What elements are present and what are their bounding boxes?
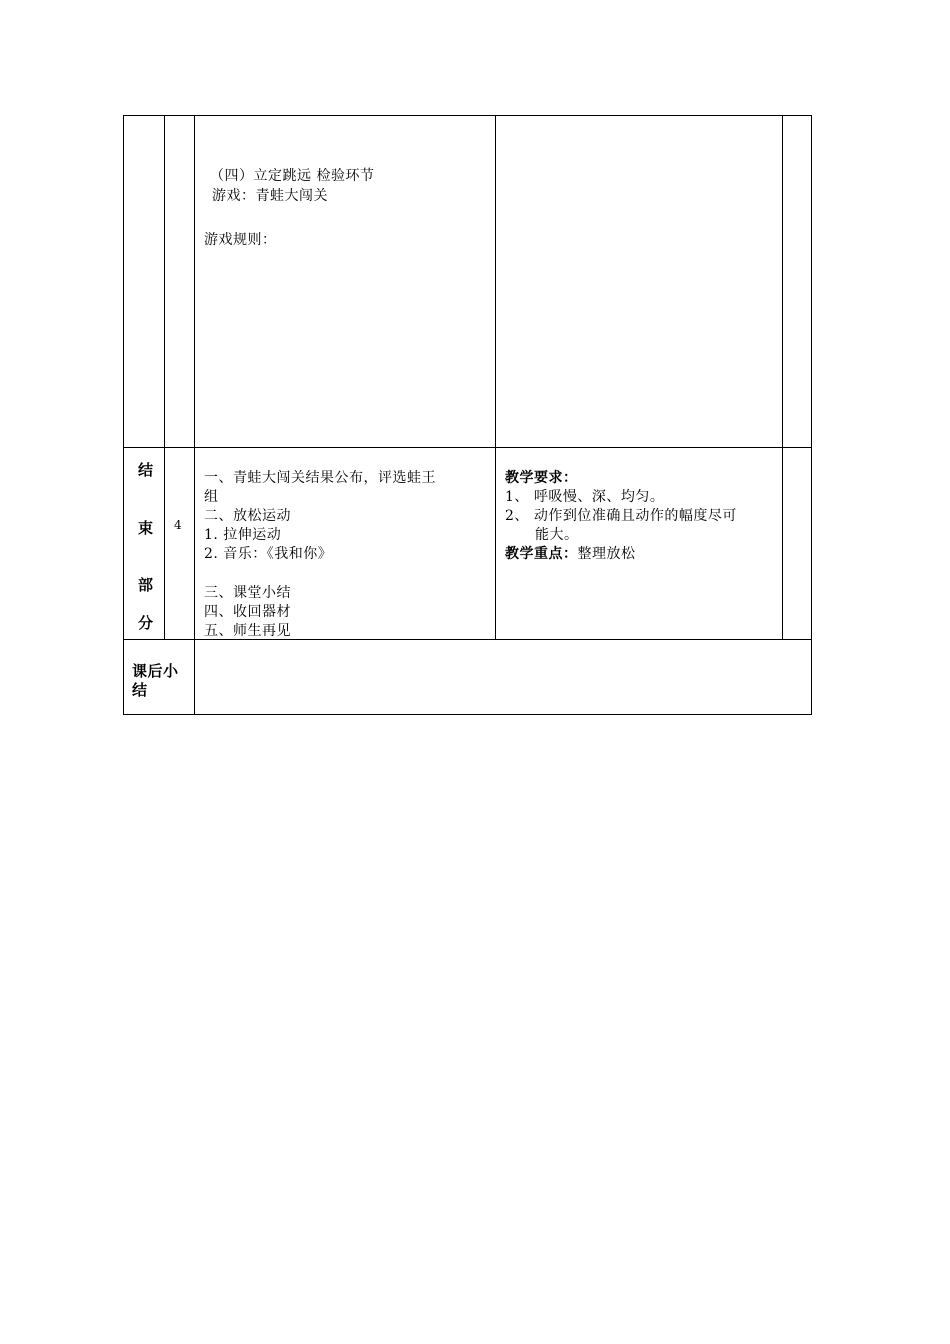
content-line: 组 [204,489,219,505]
section-label-char: 部 [138,576,154,594]
content-line: 四、收回器材 [204,604,291,620]
section-label-char: 分 [138,614,154,632]
key-point [505,545,636,564]
content-line: 五、师生再见 [204,623,291,639]
summary-label: 课后小 [132,662,179,680]
requirements-title: 教学要求： [505,470,578,486]
time-value: 4 [174,518,183,532]
table-border-top [123,115,812,116]
table-border-bottom [123,714,812,715]
col-divider-label [164,115,165,640]
col-divider-time [194,115,195,715]
table-border-left [123,115,124,715]
content-line: 游戏：青蛙大闯关 [212,188,328,204]
content-line: 2. 音乐：《我和你》 [204,546,333,562]
requirement-item: 1、 呼吸慢、深、均匀。 [505,489,665,505]
requirement-item: 能大。 [535,527,579,543]
col-divider-content [495,115,496,640]
content-line: 1. 拉伸运动 [204,527,282,543]
section-label-char: 结 [138,461,154,479]
section-label-char: 束 [138,519,154,537]
content-line: 游戏规则： [204,232,277,248]
key-point-text: 整理放松 [577,546,636,562]
key-point-label: 教学重点： [505,546,578,562]
content-line: （四）立定跳远 检验环节 [210,168,375,184]
table-border-right [811,115,812,715]
summary-label: 结 [132,681,148,699]
content-line: 二、放松运动 [204,508,291,524]
col-divider-requirements [782,115,783,640]
content-line: 三、课堂小结 [204,585,291,601]
row-divider-1 [123,447,812,448]
content-line: 一、青蛙大闯关结果公布，评选蛙王 [204,470,436,486]
requirement-item: 2、 动作到位准确且动作的幅度尽可 [505,508,737,524]
